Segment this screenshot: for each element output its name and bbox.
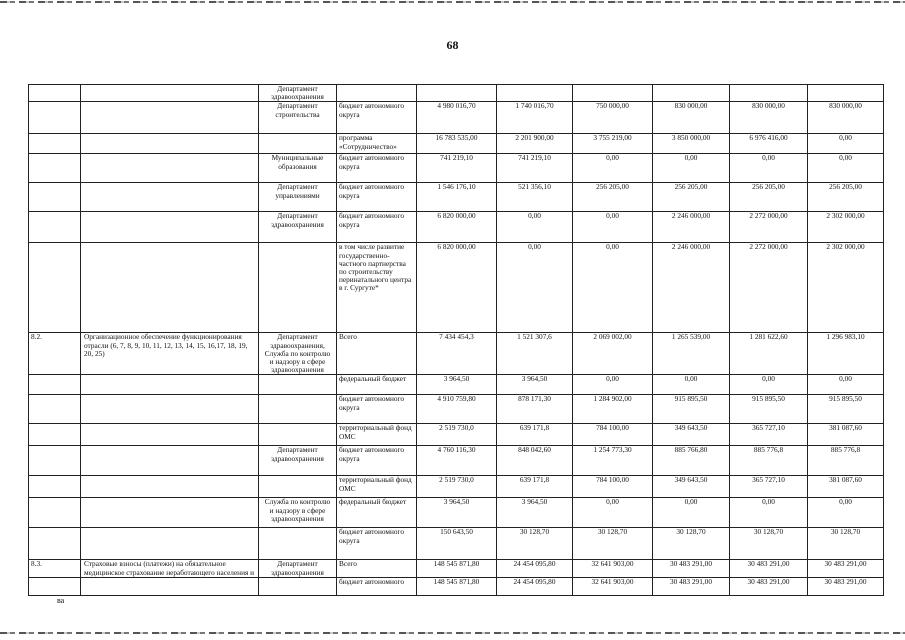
amount-year-4: 830 000,00: [730, 102, 808, 134]
amount-year-5: 30 128,70: [808, 528, 884, 560]
amount-total: 6 820 000,00: [417, 212, 497, 243]
amount-year-4: 30 483 291,00: [730, 560, 808, 577]
amount-year-5: 885 776,8: [808, 446, 884, 476]
amount-year-2: 1 284 902,00: [573, 395, 653, 424]
amount-year-2: [573, 85, 653, 102]
table-row: [29, 498, 884, 528]
amount-total: 3 964,50: [417, 375, 497, 395]
amount-year-5: 30 483 291,00: [808, 560, 884, 577]
amount-year-1: 1 740 016,70: [497, 102, 573, 134]
item-title: [81, 476, 259, 498]
item-title: [81, 395, 259, 424]
executor-cell: [259, 134, 337, 154]
amount-year-2: 0,00: [573, 212, 653, 243]
amount-year-1: 1 521 307,6: [497, 333, 573, 375]
amount-total: 2 519 730,0: [417, 424, 497, 446]
executor-cell: Департамент управлениями: [259, 183, 337, 212]
amount-year-3: 3 850 000,00: [653, 134, 730, 154]
amount-year-4: 1 281 622,60: [730, 333, 808, 375]
executor-cell: [259, 243, 337, 333]
amount-year-4: 30 128,70: [730, 528, 808, 560]
amount-total: 6 820 000,00: [417, 243, 497, 333]
executor-cell: [259, 528, 337, 560]
executor-cell: Служба по контролю и надзору в сфере здравоохранения: [259, 498, 337, 528]
amount-total: 4 910 759,80: [417, 395, 497, 424]
amount-year-2: 1 254 773,30: [573, 446, 653, 476]
item-number: [29, 424, 81, 446]
item-number: [29, 476, 81, 498]
item-title: [81, 498, 259, 528]
source-cell: бюджет автономного округа: [337, 212, 417, 243]
amount-year-2: 750 000,00: [573, 102, 653, 134]
amount-year-4: 2 272 000,00: [730, 212, 808, 243]
amount-year-5: 1 296 983,10: [808, 333, 884, 375]
amount-year-3: [653, 85, 730, 102]
source-cell: федеральный бюджет: [337, 375, 417, 395]
amount-year-2: 3 755 219,00: [573, 134, 653, 154]
item-title: Страховые взносы (платежи) на обязательное медицинское страхование неработающего населения и: [81, 560, 259, 577]
amount-year-2: 0,00: [573, 375, 653, 395]
amount-year-1: 878 171,30: [497, 395, 573, 424]
table-row: [29, 560, 884, 577]
amount-year-2: 32 641 903,00: [573, 560, 653, 577]
source-cell: бюджет автономного: [337, 577, 417, 595]
executor-cell: [259, 424, 337, 446]
amount-total: 4 760 116,30: [417, 446, 497, 476]
amount-year-2: 2 069 002,00: [573, 333, 653, 375]
amount-year-4: 0,00: [730, 375, 808, 395]
table-row: [29, 375, 884, 395]
amount-total: 3 964,50: [417, 498, 497, 528]
item-number: [29, 528, 81, 560]
table-row: [29, 243, 884, 333]
table-row: [29, 446, 884, 476]
scan-edge-bottom: [0, 632, 905, 634]
item-title: Организационное обеспечение функционирования отрасли (6, 7, 8, 9, 10, 11, 12, 13, 14, 15, 16,17, 18, 19, 20, 25): [81, 333, 259, 375]
item-title: [81, 243, 259, 333]
amount-year-2: 0,00: [573, 498, 653, 528]
amount-total: 148 545 871,80: [417, 577, 497, 595]
item-number: [29, 85, 81, 102]
item-number: [29, 577, 81, 595]
amount-year-3: 915 895,50: [653, 395, 730, 424]
item-number: [29, 395, 81, 424]
amount-total: [417, 85, 497, 102]
item-title: [81, 85, 259, 102]
amount-year-4: 365 727,10: [730, 424, 808, 446]
amount-total: 7 434 454,3: [417, 333, 497, 375]
amount-year-3: 0,00: [653, 375, 730, 395]
amount-year-5: 2 302 000,00: [808, 243, 884, 333]
item-title: [81, 154, 259, 183]
amount-year-4: 885 776,8: [730, 446, 808, 476]
scan-edge-top: [0, 1, 905, 3]
executor-cell: Департамент строительства: [259, 102, 337, 134]
amount-year-4: 256 205,00: [730, 183, 808, 212]
amount-year-5: [808, 85, 884, 102]
item-number: [29, 102, 81, 134]
amount-year-4: 0,00: [730, 498, 808, 528]
source-cell: бюджет автономного округа: [337, 154, 417, 183]
amount-year-3: 0,00: [653, 498, 730, 528]
amount-year-4: [730, 85, 808, 102]
source-cell: территориальный фонд ОМС: [337, 476, 417, 498]
amount-year-2: 30 128,70: [573, 528, 653, 560]
item-number: 8.3.: [29, 560, 81, 577]
amount-total: 2 519 730,0: [417, 476, 497, 498]
amount-year-3: 30 483 291,00: [653, 577, 730, 595]
amount-year-1: 3 964,50: [497, 498, 573, 528]
amount-year-3: 30 128,70: [653, 528, 730, 560]
amount-year-1: 639 171,8: [497, 424, 573, 446]
amount-total: 16 783 535,00: [417, 134, 497, 154]
amount-year-2: 784 100,00: [573, 424, 653, 446]
source-cell: бюджет автономного округа: [337, 528, 417, 560]
amount-year-1: 0,00: [497, 212, 573, 243]
table-row: [29, 183, 884, 212]
amount-year-1: 521 356,10: [497, 183, 573, 212]
item-title: [81, 375, 259, 395]
amount-year-2: 784 100,00: [573, 476, 653, 498]
item-number: [29, 243, 81, 333]
financing-table: [28, 84, 884, 596]
source-cell: Всего: [337, 560, 417, 577]
executor-cell: Департамент здравоохранения: [259, 85, 337, 102]
table-row: [29, 102, 884, 134]
amount-year-5: 2 302 000,00: [808, 212, 884, 243]
table-row: [29, 476, 884, 498]
item-title: [81, 134, 259, 154]
table-row: [29, 212, 884, 243]
table-row: [29, 395, 884, 424]
amount-year-3: 2 246 000,00: [653, 243, 730, 333]
amount-year-4: 915 895,50: [730, 395, 808, 424]
executor-cell: Муниципальные образования: [259, 154, 337, 183]
amount-year-5: 915 895,50: [808, 395, 884, 424]
amount-year-1: 848 042,60: [497, 446, 573, 476]
executor-cell: Департамент здравоохранения, Служба по контролю и надзору в сфере здравоохранения: [259, 333, 337, 375]
table-row: [29, 154, 884, 183]
amount-year-4: 2 272 000,00: [730, 243, 808, 333]
source-cell: программа «Сотрудничество»: [337, 134, 417, 154]
amount-year-1: 639 171,8: [497, 476, 573, 498]
amount-total: 148 545 871,80: [417, 560, 497, 577]
item-title: [81, 424, 259, 446]
amount-year-4: 6 976 416,00: [730, 134, 808, 154]
amount-year-5: 830 000,00: [808, 102, 884, 134]
table-row: [29, 577, 884, 595]
amount-year-3: 0,00: [653, 154, 730, 183]
item-title: [81, 102, 259, 134]
amount-year-1: 24 454 095,80: [497, 577, 573, 595]
amount-year-2: 32 641 903,00: [573, 577, 653, 595]
executor-cell: [259, 476, 337, 498]
source-cell: [337, 85, 417, 102]
executor-cell: Департамент здравоохранения: [259, 212, 337, 243]
item-number: [29, 498, 81, 528]
table-row: [29, 333, 884, 375]
item-number: [29, 183, 81, 212]
amount-year-3: 1 265 539,00: [653, 333, 730, 375]
source-cell: в том числе развитие государственно-частного партнерства по строительству перинатального центра в г. Сургуте*: [337, 243, 417, 333]
table-row: [29, 528, 884, 560]
amount-year-1: 30 128,70: [497, 528, 573, 560]
amount-year-2: 0,00: [573, 243, 653, 333]
amount-year-5: 256 205,00: [808, 183, 884, 212]
footer-text: ва: [57, 596, 65, 605]
executor-cell: [259, 395, 337, 424]
amount-year-5: 30 483 291,00: [808, 577, 884, 595]
item-title: [81, 446, 259, 476]
amount-year-1: 3 964,50: [497, 375, 573, 395]
amount-year-1: 0,00: [497, 243, 573, 333]
amount-year-3: 885 766,80: [653, 446, 730, 476]
item-title: [81, 577, 259, 595]
source-cell: федеральный бюджет: [337, 498, 417, 528]
amount-year-5: 0,00: [808, 375, 884, 395]
amount-year-3: 256 205,00: [653, 183, 730, 212]
executor-cell: [259, 375, 337, 395]
amount-year-5: 381 087,60: [808, 476, 884, 498]
table-row: [29, 424, 884, 446]
table-row: [29, 134, 884, 154]
amount-year-3: 830 000,00: [653, 102, 730, 134]
amount-year-5: 0,00: [808, 134, 884, 154]
table-row: [29, 85, 884, 102]
item-title: [81, 528, 259, 560]
source-cell: бюджет автономного округа: [337, 446, 417, 476]
source-cell: бюджет автономного округа: [337, 183, 417, 212]
amount-total: 1 546 176,10: [417, 183, 497, 212]
item-title: [81, 212, 259, 243]
item-number: [29, 154, 81, 183]
amount-year-5: 381 087,60: [808, 424, 884, 446]
amount-total: 741 219,10: [417, 154, 497, 183]
source-cell: территориальный фонд ОМС: [337, 424, 417, 446]
amount-year-3: 2 246 000,00: [653, 212, 730, 243]
amount-total: 4 980 016,70: [417, 102, 497, 134]
amount-year-5: 0,00: [808, 498, 884, 528]
amount-total: 150 643,50: [417, 528, 497, 560]
item-number: [29, 375, 81, 395]
item-number: [29, 446, 81, 476]
executor-cell: [259, 577, 337, 595]
amount-year-4: 0,00: [730, 154, 808, 183]
source-cell: бюджет автономного округа: [337, 395, 417, 424]
amount-year-1: 741 219,10: [497, 154, 573, 183]
executor-cell: Департамент здравоохранения: [259, 560, 337, 577]
amount-year-3: 349 643,50: [653, 476, 730, 498]
page-number: 68: [446, 38, 459, 52]
item-number: [29, 212, 81, 243]
source-cell: Всего: [337, 333, 417, 375]
amount-year-5: 0,00: [808, 154, 884, 183]
amount-year-1: 2 201 900,00: [497, 134, 573, 154]
amount-year-1: 24 454 095,80: [497, 560, 573, 577]
item-number: [29, 134, 81, 154]
executor-cell: Департамент здравоохранения: [259, 446, 337, 476]
amount-year-3: 349 643,50: [653, 424, 730, 446]
amount-year-1: [497, 85, 573, 102]
amount-year-4: 365 727,10: [730, 476, 808, 498]
item-title: [81, 183, 259, 212]
amount-year-2: 256 205,00: [573, 183, 653, 212]
item-number: 8.2.: [29, 333, 81, 375]
amount-year-3: 30 483 291,00: [653, 560, 730, 577]
amount-year-2: 0,00: [573, 154, 653, 183]
source-cell: бюджет автономного округа: [337, 102, 417, 134]
amount-year-4: 30 483 291,00: [730, 577, 808, 595]
